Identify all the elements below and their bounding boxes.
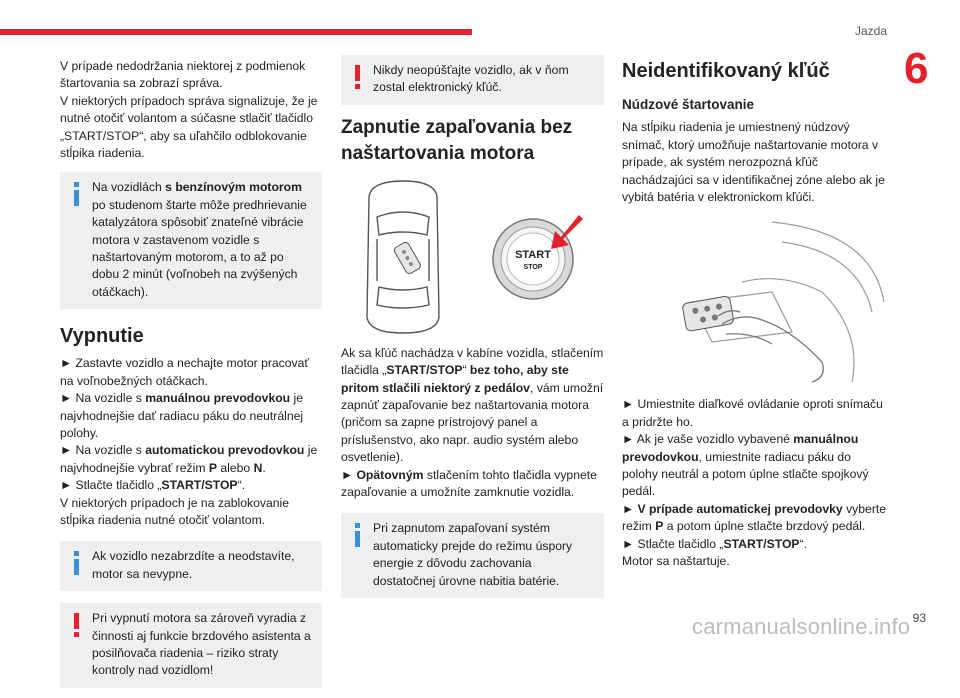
paragraph-emergency-sensor: Na stĺpiku riadenia je umiestnený núdzový snímač, ktorý umožňuje naštartovanie motora v prípade, ak systém nerozpozná kľúč nachádzajúci sa v identifikačnej zóne alebo ak je vybitá batéria v elektronickom kľúči.: [622, 120, 885, 205]
info-icon: [351, 523, 365, 549]
heading-unidentified-key: Neidentifikovaný kľúč: [622, 60, 830, 82]
intro-paragraph-1: V prípade nedodržania niektorej z podmienok štartovania sa zobrazí správa.: [60, 59, 306, 91]
warning-text: Nikdy neopúšťajte vozidlo, ak v ňom zostal elektronický kľúč.: [373, 63, 569, 95]
warning-box-key: [341, 55, 604, 105]
step-4: ► Stlačte tlačidlo „START/STOP“.: [622, 536, 808, 551]
warning-icon: [70, 613, 84, 639]
step-3: ► Na vozidle s automatickou prevodovkou je najvhodnejšie vybrať režim P alebo N.: [60, 443, 318, 475]
start-stop-button-icon: [493, 219, 573, 299]
info-icon: [70, 551, 84, 577]
info-box-brake: [60, 541, 322, 591]
stop-label: STOP: [523, 263, 543, 271]
info-box-energy-saving: [341, 513, 604, 598]
step-2: ► Ak je vaše vozidlo vybavené manuálnou prevodovkou, umiestnite radiacu páku do polohy neutrál a potom úplne stlačte spojkový pedál.: [622, 432, 869, 499]
step-1: ► Umiestnite diaľkové ovládanie oproti snímaču a pridržte ho.: [622, 397, 883, 429]
info-text: Na vozidlách: [92, 180, 166, 195]
paragraph-ignition-off: ► Opätovným stlačením tohto tlačidla vypnete zapaľovanie a umožníte zamknutie vozidla.: [341, 467, 597, 500]
info-box-petrol: [60, 172, 322, 309]
step-1: ► Zastavte vozidlo a nechajte motor pracovať na voľnobežných otáčkach.: [60, 356, 309, 388]
paragraph-ignition: Ak sa kľúč nachádza v kabíne vozidla, stlačením tlačidla „START/STOP“ bez toho, aby ste pritom stlačili niektorý z pedálov, vám umožní zapnúť zapaľovanie bez naštartovania motora (pričom sa zapne prístrojový panel a príslušenstvo, ako napr. audio systém alebo osvetlenie).: [341, 345, 604, 465]
page-number: 93: [912, 611, 926, 625]
illustration-emergency-sensor: [622, 212, 890, 388]
car-and-start-button-illustration: [341, 177, 604, 337]
intro-paragraph-2: V niektorých prípadoch správa signalizuje, že je nutné otočiť volantom a súčasne stlačiť tlačidlo „START/STOP“, aby sa uľahčilo odblokovanie stĺpika riadenia.: [60, 93, 318, 161]
key-fob-icon: [682, 296, 734, 332]
watermark: carmanualsonline.info: [692, 614, 911, 639]
info-text: po studenom štarte môže predhrievanie katalyzátora spôsobiť znateľné vibrácie motora v zastavenom vozidle s naštartovaným motorom, a to až po dobu 2 minút (voľnobeh na zvýšených otáčkach).: [92, 197, 307, 299]
column-3: [622, 58, 890, 571]
step-4: ► Stlačte tlačidlo „START/STOP“.: [60, 478, 246, 493]
step-2: ► Na vozidle s manuálnou prevodovkou je najvhodnejšie dať radiacu páku do neutrálnej polohy.: [60, 391, 304, 440]
steering-column-key-illustration: [622, 212, 890, 388]
info-text-bold: s benzínovým motorom: [165, 180, 302, 195]
step-5: Motor sa naštartuje.: [622, 554, 730, 569]
section-title: Jazda: [854, 24, 887, 38]
chapter-number: 6: [904, 44, 929, 93]
column-1: [60, 58, 322, 698]
heading-ignition: Zapnutie zapaľovania bez naštartovania motora: [341, 116, 573, 164]
info-text: Pri zapnutom zapaľovaní systém automaticky prejde do režimu úspory energie z dôvodu zachovania dostatočnej úrovne nabitia batérie.: [373, 521, 573, 588]
heading-vypnutie: Vypnutie: [60, 325, 144, 348]
info-icon: [70, 182, 84, 208]
header-accent-bar: [0, 29, 472, 35]
step-3: ► V prípade automatickej prevodovky vyberte režim P a potom úplne stlačte brzdový pedál.: [622, 501, 887, 534]
key-fob-icon: [393, 241, 422, 275]
step-5: V niektorých prípadoch je na zablokovanie stĺpika riadenia nutné otočiť volantom.: [60, 495, 289, 527]
warning-text: Pri vypnutí motora sa zároveň vyradia z činnosti aj funkcie brzdového asistenta a posilňovača riadenia – riziko straty kontroly nad vozidlom!: [92, 611, 311, 678]
illustration-start-button: [341, 177, 604, 337]
warning-icon: [351, 65, 365, 91]
hand-outline: [718, 311, 823, 382]
start-label: START: [515, 248, 551, 261]
press-arrow-icon: [551, 215, 583, 249]
warning-box-assist: [60, 603, 322, 688]
info-text: Ak vozidlo nezabrzdíte a neodstavíte, motor sa nevypne.: [92, 549, 295, 581]
column-2: [341, 55, 604, 608]
subheading-emergency-start: Núdzové štartovanie: [622, 97, 755, 112]
